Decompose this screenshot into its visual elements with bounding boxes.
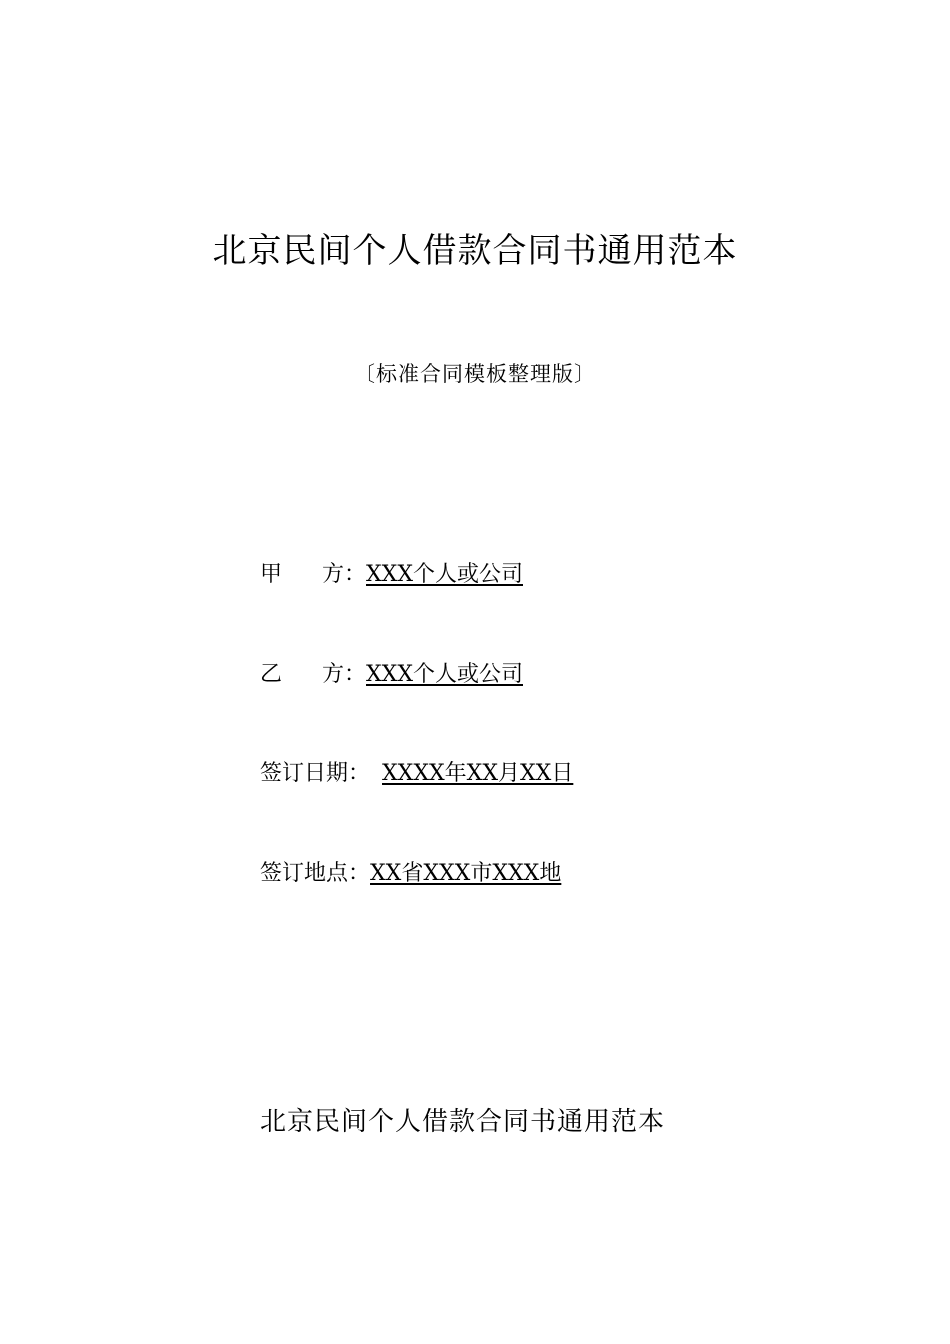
sign-place-label: 签订地点：	[260, 861, 371, 886]
party-b-label-char2: 方：	[321, 662, 366, 687]
sign-date-field	[260, 756, 601, 792]
party-a-label	[260, 557, 366, 593]
document-subtitle: 〔标准合同模板整理版〕	[354, 362, 596, 386]
sign-place-value: XX省XXX市XXX地	[370, 861, 562, 886]
party-a-field	[260, 557, 575, 593]
sign-date-value: XXXX年XX月XX日	[382, 761, 574, 786]
party-a-value: XXX个人或公司	[366, 562, 523, 587]
document-title: 北京民间个人借款合同书通用范本	[212, 231, 738, 271]
party-a-label-char2: 方：	[321, 562, 366, 587]
party-b-label-char1: 乙	[260, 662, 283, 687]
party-b-label	[260, 657, 366, 693]
party-b-value: XXX个人或公司	[366, 662, 523, 687]
party-a-label-char1: 甲	[260, 562, 283, 587]
sign-date-label: 签订日期：	[260, 761, 371, 786]
party-b-field	[260, 657, 575, 693]
sign-place-field	[260, 856, 575, 892]
footer-title: 北京民间个人借款合同书通用范本	[260, 1107, 666, 1137]
